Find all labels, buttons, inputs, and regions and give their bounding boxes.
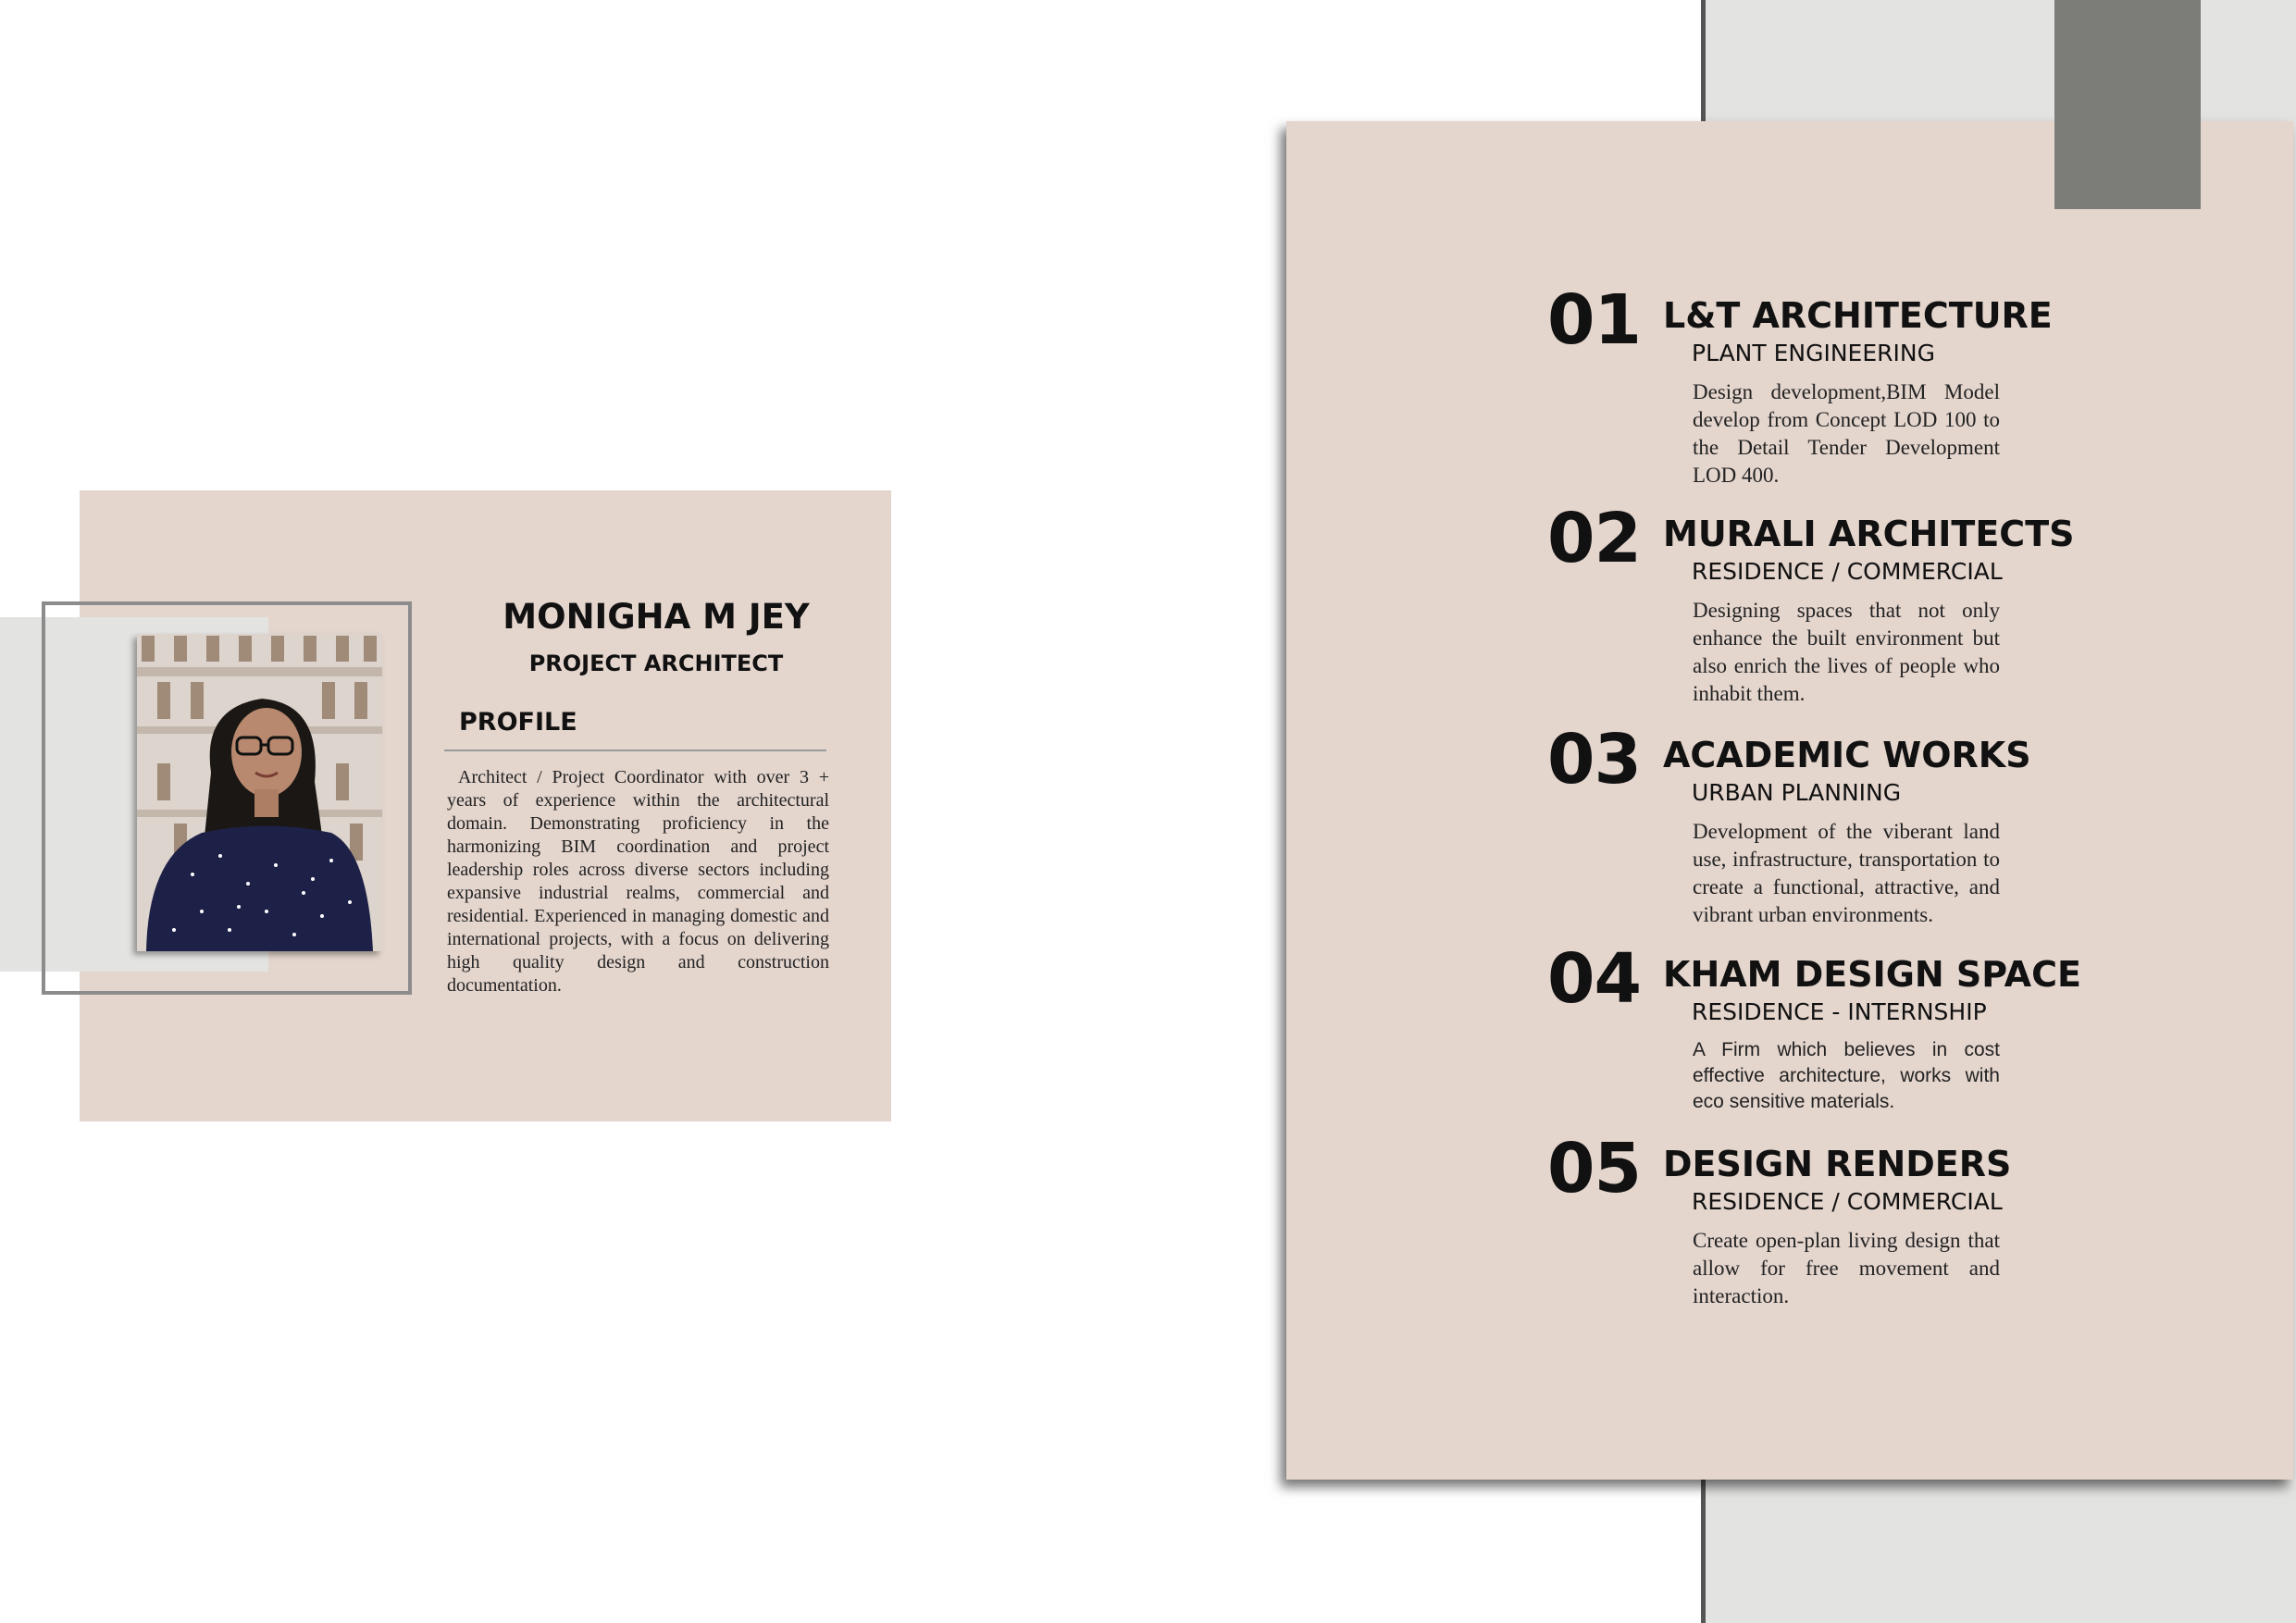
profile-divider bbox=[444, 750, 826, 751]
experience-company: DESIGN RENDERS bbox=[1663, 1144, 2012, 1184]
profile-heading: PROFILE bbox=[459, 708, 577, 737]
experience-description: Designing spaces that not only enhance the built environment but also enrich the lives of people who inhabit them. bbox=[1693, 599, 2000, 705]
profile-photo bbox=[137, 634, 382, 951]
decorative-dark-tab bbox=[2054, 0, 2201, 209]
experience-subtitle: RESIDENCE / COMMERCIAL bbox=[1692, 558, 2003, 585]
experience-company: L&T ARCHITECTURE bbox=[1663, 295, 2053, 336]
portrait-illustration bbox=[137, 634, 382, 951]
experience-company: MURALI ARCHITECTS bbox=[1663, 514, 2075, 554]
experience-description: Development of the viberant land use, infrastructure, transportation to create a functional, attractive, and vibrant urban environments. bbox=[1693, 820, 2000, 926]
profile-summary: Architect / Project Coordinator with over 3 + years of experience within the architectural domain. Demonstrating proficiency in the harmonizing BIM coordination and project leadership roles across diverse sectors including expansive industrial realms, commercial and residential. Experienced in managing domestic and international projects, with a focus on delivering high quality design and construction documentation. bbox=[447, 767, 829, 996]
experience-description: Design development,BIM Model develop from Concept LOD 100 to the Detail Tender Development LOD 400. bbox=[1693, 380, 2000, 487]
experience-description: A Firm which believes in cost effective architecture, works with eco sensitive materials. bbox=[1693, 1039, 2000, 1112]
experience-subtitle: URBAN PLANNING bbox=[1692, 779, 1902, 806]
experience-number: 03 bbox=[1547, 720, 1641, 799]
experience-number: 04 bbox=[1547, 939, 1641, 1019]
experience-subtitle: PLANT ENGINEERING bbox=[1692, 340, 1935, 366]
experience-subtitle: RESIDENCE - INTERNSHIP bbox=[1692, 998, 1987, 1025]
experience-panel bbox=[1286, 121, 2293, 1480]
experience-number: 05 bbox=[1547, 1129, 1641, 1208]
profile-role: PROJECT ARCHITECT bbox=[528, 650, 784, 676]
profile-name: MONIGHA M JEY bbox=[503, 597, 810, 637]
experience-company: ACADEMIC WORKS bbox=[1663, 735, 2031, 775]
experience-company: KHAM DESIGN SPACE bbox=[1663, 954, 2081, 995]
experience-subtitle: RESIDENCE / COMMERCIAL bbox=[1692, 1188, 2003, 1215]
experience-description: Create open-plan living design that allow for free movement and interaction. bbox=[1693, 1229, 2000, 1307]
experience-number: 02 bbox=[1547, 499, 1641, 578]
experience-number: 01 bbox=[1547, 280, 1641, 360]
